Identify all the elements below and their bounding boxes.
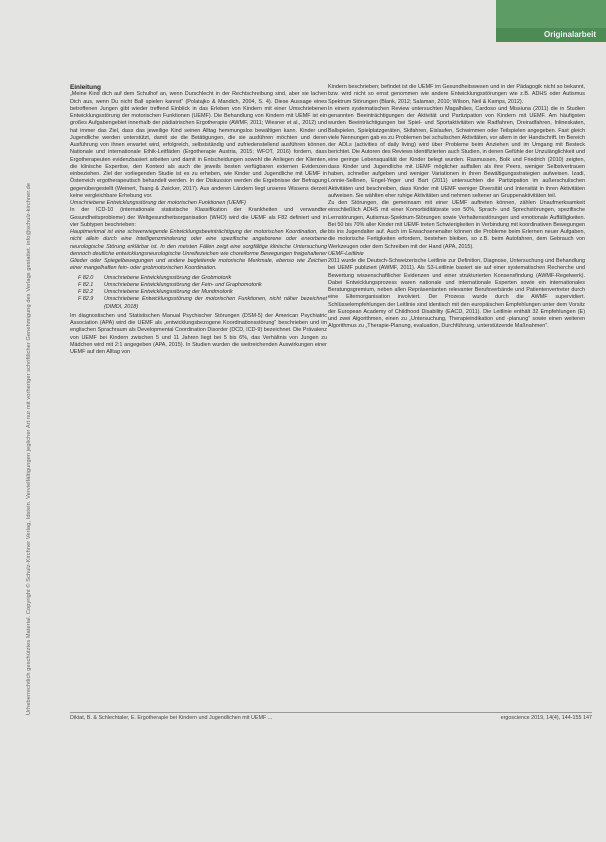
icd-code: F 82.9 (78, 296, 94, 303)
footer-citation: Diktat, B. & Schlechtaler, E. Ergotherapie bei Kindern und Jugendlichen mit UEMF ... (70, 715, 273, 721)
icd-code-description: Umschriebene Entwicklungsstörung der Fein- und Graphomotorik (104, 281, 262, 288)
icd-code: F 82.0 (78, 274, 94, 281)
watermark-text: Urheberrechtlich geschütztes Material. Copyright © Schulz-Kirchner Verlag, Idstein. Vervielfältigungen jeglicher Art nur mit vorheriger schriftlicher Genehmigung des Verlags gestattet. info@schulz-kirchner.de (26, 182, 32, 715)
footer-journal-page: ergoscience 2019, 14(4), 144-155 147 (500, 715, 592, 721)
icd-code: F 82.1 (78, 281, 94, 288)
subsection-heading: Umschriebene Entwicklungsstörung der motorischen Funktionen (UEMF) (70, 200, 246, 206)
intro-paragraph: „Meine Kind dich auf dem Schulhof an, wenn Durschlecht in der Rechtschreibung sind, aber sie lachen Dich aus, wenn Du nicht Ball spielen kannst“ (Polatajko & Mandich, 2004, S. 4). Diese Aussage eines betroffenen Jungen gibt wieder treffend Einblick in das Erleben von Kindern mit einer Umschriebenen Entwicklungsstörung der motorischen Funktionen (UEMF). Die Behandlung von Kindern mit UEMF ist ein großes Aufgabengebiet innerhalb der pädiatrischen Ergotherapie (AWMF, 2011; Wiesner et al., 2012) und hat immer das Ziel, dass das jeweilige Kind seinen Alltag hemmungslos bewältigen kann. Kinder und Jugendliche werden unterstützt, damit sie die Betätigungen, die sie ausführen möchten und deren Ausführung von ihnen erwartet wird, erfolgreich, selbstständig und zufriedenstellend ausführen können. Nationale und internationale Ethik-Leitfäden (Ergotherapie Austria, 2015; WFOT, 2016) fordern, dass Ergotherapeuten evidenzbasiert arbeiten und damit in Entscheidungen sowohl die Anliegen der Klienten, die klinische Expertise, den Kontext als auch die jeweils besten verfügbaren externen Evidenzen einbeziehen. Ziel der vorliegenden Studie ist es zu erheben, wie Kinder und Jugendliche mit UEMF in Österreich ergotherapeutisch behandelt werden. In der Diskussion werden die Ergebnisse der Befragung gegenübergestellt (Weinert, Tsang & Zwicker, 2017). Aus anderen Ländern liegt unseres Wissens derzeit keine vergleichbare Erhebung vor. (70, 91, 327, 199)
icd-quote: Hauptmerkmal ist eine schwerwiegende Entwicklungsbeeinträchtigung der motorischen Koordination, die nicht allein durch eine Intelligenzminderung oder eine spezifische angeborene oder erworbene neurologische Störung erklärbar ist. In den meisten Fällen zeigt eine sorgfältige klinische Untersuchung dennoch deutliche entwicklungsneurologische Unreifezeichen wie choreiforme Bewegungen freigehaltener Glieder oder Spiegelbewegungen und andere begleitende motorische Merkmale, ebenso wie Zeichen einer mangelhaften fein- oder grobmotorischen Koordination. (70, 229, 327, 272)
icd-code-description: Umschriebene Entwicklungsstörung der Grobmotorik (104, 274, 232, 281)
copyright-watermark (14, 20, 32, 720)
icd-code-row (78, 282, 327, 289)
icd-code-row (78, 289, 327, 296)
icd-code-list (78, 275, 327, 311)
footer-divider (70, 712, 592, 713)
header-banner (496, 0, 606, 42)
guideline-paragraph: 2011 wurde die Deutsch-Schweizerische Leitlinie zur Definition, Diagnose, Untersuchung und Behandlung bei UEMF publiziert (AWMF, 2011). Als S3-Leitlinie basiert sie auf einer systematischen Recherche und Bewertung wissenschaftlicher Evidenzen und einer strukturierten Konsensfindung (AWMF-Regelwerk). Dabei Entwicklungsprozess waren nationale und internationale Experten sowie ein internationales Beratungsgremium, neben allen Repräsentanten relevanter Berufsverbände und Patientenvertreter durch eine Elternorganisation involviert. Der Prozess wurde durch die AWMF supervidiert. Schlüsselempfehlungen der Leitlinie sind identisch mit den europäischen Empfehlungen unter dem Vorsitz der European Academy of Childhood Disability (EACD, 2011). Die Leitlinie enthält 32 Empfehlungen (E) und zwei Algorithmen, einen zu „Untersuchung, Therapieindikation und -planung“ sowie einen weiteren Algorithmus zu „Therapie-Planung, evaluation, Durchführung, unterstützende Maßnahmen“. (328, 258, 585, 330)
subsection-heading-guideline: UEMF-Leitlinie (328, 250, 364, 257)
icd-code: F 82.2 (78, 289, 94, 295)
left-column (70, 84, 327, 356)
section-heading: Einleitung (70, 84, 101, 91)
paragraph: Kindern beschrieben; befindet ist die UEMF im Gesundheitswesen und in der Pädagogik nicht so bekannt, bzw. wird nicht so ernst genommen wie andere Entwicklungsstörungen wie z.B. ADHS oder Autismus Spektrum Störungen (Blank, 2012; Salaman, 2010; Wilson, Neil & Kamps, 2012). (328, 84, 585, 105)
dsm-paragraph: Im diagnostischen und Statistischen Manual Psychischer Störungen (DSM-5) der American Psychiatric Association (APA) wird die UEMF als „entwicklungsbezogene Koordinationsstörung“ beschrieben und im englischen Sprachraum als Developmental Coordination Disorder (DCD, ICD-9) bezeichnet. Die Prävalenz von UEMF bei Kindern zwischen 5 und 11 Jahren liegt bei 5 bis 6%, das Verhältnis von Jungen zu Mädchen wird mit 2:1 angegeben (APA, 2015). In Studien wurden die weitreichenden Auswirkungen einer UEMF auf den Alltag von (70, 312, 327, 355)
icd-code-description: Umschriebene Entwicklungsstörung der Mundmotorik (104, 289, 233, 295)
comorbidity-paragraph: Zu den Störungen, die gemeinsam mit einer UEMF auftreten können, zählen Unaufmerksamkeit einschließlich ADHS mit einer Komorbiditätsrate von 50%, Sprach- und Sprechstörungen, spezifische Lernstörungen, Autismus-Spektrum-Störungen sowie Verhaltensstörungen und emotionale Auffälligkeiten. Bei 50 bis 70% aller Kinder mit UEMF treten Schwierigkeiten in Verbindung mit koordinativen Bewegungen bis ins Jugendalter auf. Auch im Erwachsenenalter können die Probleme beim Erlernen neuer Aufgaben, die motorische Fertigkeiten erfordern, bestehen bleiben, so z.B. beim Autofahren, dem Gebrauch von Werkzeugen oder dem Schreiben mit der Hand (APA, 2015). (328, 200, 585, 250)
section-label: Originalarbeit (543, 30, 596, 39)
icd-code-row (78, 275, 327, 282)
icd-code-row (78, 296, 327, 311)
review-paragraph: In einem systematischen Review untersuchten Magalhães, Cardoso und Missiuna (2011) die in Studien genannten Beeinträchtigungen der Aktivität und Partizipation von Kindern mit UEMF. Am häufigsten wurden Beeinträchtigungen bei Spiel- und Sportaktivitäten wie Radfahren, Dreiradfahren, Inlineskaten, Ballspielen, Spielplatzgeräten, Skifahren, Eislaufen, Schwimmen oder Teilspielen angegeben. Fast gleich viele Nennungen gab es zu Problemen bei schulischen Aktivitäten, vor allem in der Handschrift. Im Bereich der ADLs (activities of daily living) wird über Probleme beim Anziehen und im Umgang mit Besteck berichtet. Die Autoren des Reviews identifizierten auch Studien, in denen Gefühle der Unzulänglichkeit und eine geringe Lebensqualität der Kinder belegt wurden. Rasmussen, Bolk und Friedrich (2010) zeigten, dass Kinder und Jugendliche mit UEMF möglicher auffallen als ihre Peers, weniger Selbstvertrauen haben, schneller aufgeben und weniger Variationen in ihren Bewältigungsstrategien aufweisen. Izadi, Lonnie-Sellinen, Engel-Yeger und Bart (2011) untersuchten die Partizipation im außerschulischen Aktivitäten und beschreiben, dass Kinder mit UEMF weniger Diversität und Intensität in ihren Aktivitäten aufweisen. Sie wählten eher ruhige Aktivitäten und nehmen seltener an Gruppenaktivitäten teil. (328, 105, 585, 199)
definition-intro: In der ICD-10 (internationale statistische Klassifikation der Krankheiten und verwandter Gesundheitsprobleme) der Weltgesundheitsorganisation (WHO) wird die UEMF als F82 definiert und in vier Subtypen beschrieben: (70, 207, 327, 228)
header-banner-tint (496, 0, 606, 28)
right-column (328, 84, 585, 331)
icd-code-description: Umschriebene Entwicklungsstörung der motorischen Funktionen, nicht näher bezeichnet (DIMDI, 2018) (104, 296, 327, 310)
